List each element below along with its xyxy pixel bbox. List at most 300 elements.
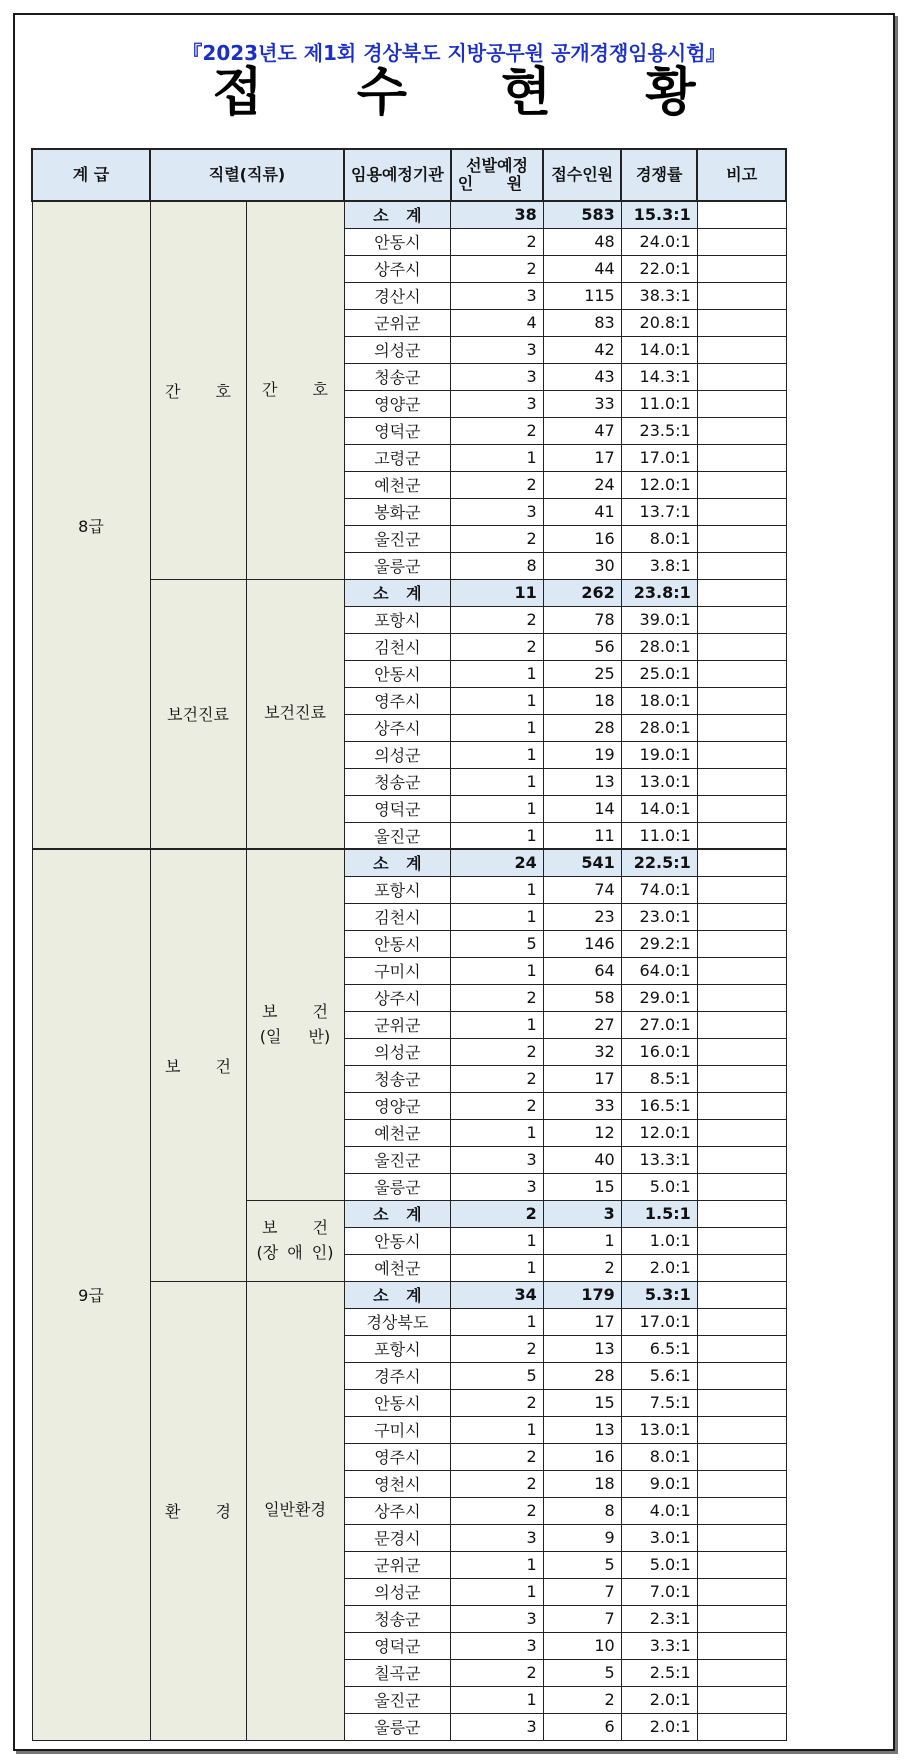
agency-cell: 고령군 <box>344 444 451 471</box>
quota-cell: 2 <box>451 471 543 498</box>
applicants-cell: 541 <box>543 849 621 876</box>
applicants-cell: 2 <box>543 1254 621 1281</box>
quota-cell: 1 <box>451 1416 543 1443</box>
ratio-cell: 12.0:1 <box>621 1119 697 1146</box>
remarks-cell <box>697 660 786 687</box>
quota-cell: 3 <box>451 1713 543 1740</box>
ratio-cell: 24.0:1 <box>621 228 697 255</box>
ratio-cell: 16.0:1 <box>621 1038 697 1065</box>
quota-cell: 2 <box>451 606 543 633</box>
quota-cell: 5 <box>451 1362 543 1389</box>
ratio-cell: 5.0:1 <box>621 1551 697 1578</box>
quota-cell: 3 <box>451 1605 543 1632</box>
remarks-cell <box>697 876 786 903</box>
agency-cell: 상주시 <box>344 255 451 282</box>
quota-cell: 3 <box>451 282 543 309</box>
applicants-cell: 16 <box>543 1443 621 1470</box>
quota-cell: 1 <box>451 1551 543 1578</box>
applicants-cell: 23 <box>543 903 621 930</box>
applicants-cell: 64 <box>543 957 621 984</box>
quota-cell: 1 <box>451 768 543 795</box>
applicants-cell: 58 <box>543 984 621 1011</box>
agency-cell: 군위군 <box>344 1551 451 1578</box>
header-remarks: 비고 <box>697 149 786 201</box>
agency-cell: 구미시 <box>344 957 451 984</box>
agency-cell: 소 계 <box>344 201 451 228</box>
applicants-cell: 18 <box>543 687 621 714</box>
applicants-cell: 32 <box>543 1038 621 1065</box>
agency-cell: 경주시 <box>344 1362 451 1389</box>
remarks-cell <box>697 1470 786 1497</box>
remarks-cell <box>697 228 786 255</box>
quota-cell: 2 <box>451 1200 543 1227</box>
agency-cell: 칠곡군 <box>344 1659 451 1686</box>
remarks-cell <box>697 1362 786 1389</box>
ratio-cell: 9.0:1 <box>621 1470 697 1497</box>
remarks-cell <box>697 471 786 498</box>
ratio-cell: 11.0:1 <box>621 390 697 417</box>
quota-cell: 2 <box>451 1389 543 1416</box>
applicants-cell: 48 <box>543 228 621 255</box>
remarks-cell <box>697 930 786 957</box>
quota-cell: 3 <box>451 1173 543 1200</box>
applicants-cell: 30 <box>543 552 621 579</box>
agency-cell: 울릉군 <box>344 1173 451 1200</box>
remarks-cell <box>697 309 786 336</box>
quota-cell: 1 <box>451 822 543 849</box>
ratio-cell: 23.0:1 <box>621 903 697 930</box>
remarks-cell <box>697 1524 786 1551</box>
agency-cell: 예천군 <box>344 1119 451 1146</box>
agency-cell: 소 계 <box>344 1281 451 1308</box>
ratio-cell: 28.0:1 <box>621 714 697 741</box>
ratio-cell: 17.0:1 <box>621 1308 697 1335</box>
header-quota <box>451 149 543 201</box>
quota-cell: 2 <box>451 633 543 660</box>
quota-cell: 5 <box>451 930 543 957</box>
remarks-cell <box>697 1092 786 1119</box>
agency-cell: 군위군 <box>344 1011 451 1038</box>
applicants-cell: 24 <box>543 471 621 498</box>
applicants-cell: 9 <box>543 1524 621 1551</box>
ratio-cell: 5.0:1 <box>621 1173 697 1200</box>
table-body <box>32 201 786 1740</box>
applicants-cell: 6 <box>543 1713 621 1740</box>
applicants-cell: 13 <box>543 1335 621 1362</box>
quota-cell: 1 <box>451 714 543 741</box>
ratio-cell: 14.3:1 <box>621 363 697 390</box>
application-status-table <box>31 148 787 1741</box>
agency-cell: 의성군 <box>344 336 451 363</box>
applicants-cell: 74 <box>543 876 621 903</box>
ratio-cell: 15.3:1 <box>621 201 697 228</box>
applicants-cell: 41 <box>543 498 621 525</box>
applicants-cell: 15 <box>543 1173 621 1200</box>
subseries-label: 일반환경 <box>264 1500 326 1520</box>
applicants-cell: 10 <box>543 1632 621 1659</box>
applicants-cell: 40 <box>543 1146 621 1173</box>
ratio-cell: 13.0:1 <box>621 1416 697 1443</box>
remarks-cell <box>697 903 786 930</box>
agency-cell: 상주시 <box>344 1497 451 1524</box>
quota-cell: 3 <box>451 498 543 525</box>
agency-cell: 의성군 <box>344 1038 451 1065</box>
agency-cell: 봉화군 <box>344 498 451 525</box>
agency-cell: 소 계 <box>344 849 451 876</box>
applicants-cell: 11 <box>543 822 621 849</box>
agency-cell: 울릉군 <box>344 552 451 579</box>
agency-cell: 경산시 <box>344 282 451 309</box>
quota-cell: 1 <box>451 1686 543 1713</box>
applicants-cell: 43 <box>543 363 621 390</box>
subseries-cell <box>246 579 344 849</box>
quota-cell: 1 <box>451 795 543 822</box>
ratio-cell: 16.5:1 <box>621 1092 697 1119</box>
quota-cell: 1 <box>451 660 543 687</box>
quota-cell: 2 <box>451 1038 543 1065</box>
ratio-cell: 64.0:1 <box>621 957 697 984</box>
quota-cell: 34 <box>451 1281 543 1308</box>
agency-cell: 의성군 <box>344 1578 451 1605</box>
ratio-cell: 7.5:1 <box>621 1389 697 1416</box>
applicants-cell: 7 <box>543 1605 621 1632</box>
remarks-cell <box>697 795 786 822</box>
remarks-cell <box>697 1308 786 1335</box>
quota-cell: 8 <box>451 552 543 579</box>
agency-cell: 안동시 <box>344 228 451 255</box>
ratio-cell: 7.0:1 <box>621 1578 697 1605</box>
applicants-cell: 56 <box>543 633 621 660</box>
quota-cell: 1 <box>451 1308 543 1335</box>
remarks-cell <box>697 1389 786 1416</box>
agency-cell: 영양군 <box>344 390 451 417</box>
applicants-cell: 78 <box>543 606 621 633</box>
quota-cell: 2 <box>451 1659 543 1686</box>
remarks-cell <box>697 255 786 282</box>
agency-cell: 청송군 <box>344 1605 451 1632</box>
applicants-cell: 262 <box>543 579 621 606</box>
ratio-cell: 3.8:1 <box>621 552 697 579</box>
applicants-cell: 179 <box>543 1281 621 1308</box>
applicants-cell: 12 <box>543 1119 621 1146</box>
ratio-cell: 13.0:1 <box>621 768 697 795</box>
remarks-cell <box>697 1200 786 1227</box>
applicants-cell: 2 <box>543 1686 621 1713</box>
ratio-cell: 23.8:1 <box>621 579 697 606</box>
header-quota-line2: 인 원 <box>457 174 537 193</box>
subtotal-row <box>32 201 786 228</box>
ratio-cell: 2.0:1 <box>621 1686 697 1713</box>
ratio-cell: 14.0:1 <box>621 336 697 363</box>
page-title: 접 수 현 황 <box>212 63 734 123</box>
agency-cell: 울진군 <box>344 1146 451 1173</box>
remarks-cell <box>697 714 786 741</box>
applicants-cell: 33 <box>543 390 621 417</box>
exam-subtitle: 『2023년도 제1회 경상북도 지방공무원 공개경쟁임용시험』 <box>182 41 726 65</box>
remarks-cell <box>697 957 786 984</box>
agency-cell: 영양군 <box>344 1092 451 1119</box>
agency-cell: 문경시 <box>344 1524 451 1551</box>
applicants-cell: 13 <box>543 768 621 795</box>
applicants-cell: 42 <box>543 336 621 363</box>
quota-cell: 2 <box>451 1470 543 1497</box>
applicants-cell: 5 <box>543 1659 621 1686</box>
agency-cell: 울진군 <box>344 525 451 552</box>
quota-cell: 1 <box>451 444 543 471</box>
applicants-cell: 5 <box>543 1551 621 1578</box>
ratio-cell: 1.5:1 <box>621 1200 697 1227</box>
agency-cell: 김천시 <box>344 903 451 930</box>
quota-cell: 3 <box>451 1632 543 1659</box>
remarks-cell <box>697 1659 786 1686</box>
remarks-cell <box>697 363 786 390</box>
subseries-cell <box>246 1200 344 1281</box>
remarks-cell <box>697 1443 786 1470</box>
agency-cell: 영덕군 <box>344 1632 451 1659</box>
applicants-cell: 17 <box>543 1065 621 1092</box>
remarks-cell <box>697 1254 786 1281</box>
subseries-label-sub: (장 애 인) <box>256 1242 334 1262</box>
remarks-cell <box>697 741 786 768</box>
applicants-cell: 13 <box>543 1416 621 1443</box>
ratio-cell: 18.0:1 <box>621 687 697 714</box>
quota-cell: 11 <box>451 579 543 606</box>
ratio-cell: 74.0:1 <box>621 876 697 903</box>
table-header-row <box>32 149 786 201</box>
applicants-cell: 18 <box>543 1470 621 1497</box>
remarks-cell <box>697 498 786 525</box>
quota-cell: 3 <box>451 336 543 363</box>
ratio-cell: 2.5:1 <box>621 1659 697 1686</box>
quota-cell: 1 <box>451 1254 543 1281</box>
applicants-cell: 115 <box>543 282 621 309</box>
agency-cell: 안동시 <box>344 930 451 957</box>
agency-cell: 청송군 <box>344 363 451 390</box>
subtotal-row <box>32 849 786 876</box>
ratio-cell: 8.0:1 <box>621 525 697 552</box>
remarks-cell <box>697 1065 786 1092</box>
quota-cell: 1 <box>451 741 543 768</box>
ratio-cell: 5.6:1 <box>621 1362 697 1389</box>
grade-cell: 9급 <box>32 849 150 1740</box>
remarks-cell <box>697 282 786 309</box>
applicants-cell: 8 <box>543 1497 621 1524</box>
series-cell: 간 호 <box>150 201 246 579</box>
applicants-cell: 25 <box>543 660 621 687</box>
remarks-cell <box>697 1713 786 1740</box>
ratio-cell: 20.8:1 <box>621 309 697 336</box>
ratio-cell: 2.0:1 <box>621 1713 697 1740</box>
agency-cell: 청송군 <box>344 1065 451 1092</box>
remarks-cell <box>697 606 786 633</box>
remarks-cell <box>697 687 786 714</box>
header-grade: 계 급 <box>32 149 150 201</box>
agency-cell: 영주시 <box>344 687 451 714</box>
ratio-cell: 4.0:1 <box>621 1497 697 1524</box>
header-applicants: 접수인원 <box>543 149 621 201</box>
remarks-cell <box>697 984 786 1011</box>
remarks-cell <box>697 768 786 795</box>
remarks-cell <box>697 1578 786 1605</box>
quota-cell: 2 <box>451 1335 543 1362</box>
quota-cell: 24 <box>451 849 543 876</box>
applicants-cell: 16 <box>543 525 621 552</box>
agency-cell: 영주시 <box>344 1443 451 1470</box>
ratio-cell: 14.0:1 <box>621 795 697 822</box>
quota-cell: 2 <box>451 255 543 282</box>
agency-cell: 영덕군 <box>344 795 451 822</box>
ratio-cell: 25.0:1 <box>621 660 697 687</box>
ratio-cell: 12.0:1 <box>621 471 697 498</box>
remarks-cell <box>697 444 786 471</box>
remarks-cell <box>697 1497 786 1524</box>
subseries-label: 보건진료 <box>264 703 326 723</box>
agency-cell: 영천시 <box>344 1470 451 1497</box>
ratio-cell: 13.3:1 <box>621 1146 697 1173</box>
subseries-label: 보 건 <box>262 1001 328 1021</box>
quota-cell: 3 <box>451 390 543 417</box>
agency-cell: 울진군 <box>344 822 451 849</box>
applicants-cell: 17 <box>543 444 621 471</box>
ratio-cell: 29.2:1 <box>621 930 697 957</box>
remarks-cell <box>697 417 786 444</box>
agency-cell: 예천군 <box>344 1254 451 1281</box>
header-ratio: 경쟁률 <box>621 149 697 201</box>
series-cell: 보 건 <box>150 849 246 1281</box>
ratio-cell: 22.0:1 <box>621 255 697 282</box>
quota-cell: 3 <box>451 1146 543 1173</box>
applicants-cell: 15 <box>543 1389 621 1416</box>
remarks-cell <box>697 849 786 876</box>
subseries-cell <box>246 201 344 579</box>
quota-cell: 2 <box>451 228 543 255</box>
remarks-cell <box>697 1011 786 1038</box>
subseries-label: 보 건 <box>262 1217 328 1237</box>
agency-cell: 영덕군 <box>344 417 451 444</box>
series-cell: 환 경 <box>150 1281 246 1740</box>
remarks-cell <box>697 1605 786 1632</box>
ratio-cell: 17.0:1 <box>621 444 697 471</box>
agency-cell: 포항시 <box>344 1335 451 1362</box>
remarks-cell <box>697 336 786 363</box>
remarks-cell <box>697 201 786 228</box>
agency-cell: 안동시 <box>344 1227 451 1254</box>
applicants-cell: 14 <box>543 795 621 822</box>
remarks-cell <box>697 1227 786 1254</box>
ratio-cell: 8.5:1 <box>621 1065 697 1092</box>
quota-cell: 1 <box>451 687 543 714</box>
agency-cell: 포항시 <box>344 606 451 633</box>
quota-cell: 2 <box>451 1065 543 1092</box>
applicants-cell: 583 <box>543 201 621 228</box>
series-cell: 보건진료 <box>150 579 246 849</box>
agency-cell: 안동시 <box>344 660 451 687</box>
agency-cell: 경상북도 <box>344 1308 451 1335</box>
remarks-cell <box>697 579 786 606</box>
agency-cell: 울릉군 <box>344 1713 451 1740</box>
ratio-cell: 39.0:1 <box>621 606 697 633</box>
agency-cell: 구미시 <box>344 1416 451 1443</box>
subseries-label: 간 호 <box>262 379 328 399</box>
ratio-cell: 27.0:1 <box>621 1011 697 1038</box>
ratio-cell: 1.0:1 <box>621 1227 697 1254</box>
agency-cell: 의성군 <box>344 741 451 768</box>
remarks-cell <box>697 1281 786 1308</box>
remarks-cell <box>697 1416 786 1443</box>
agency-cell: 소 계 <box>344 579 451 606</box>
ratio-cell: 3.3:1 <box>621 1632 697 1659</box>
applicants-cell: 19 <box>543 741 621 768</box>
quota-cell: 1 <box>451 1227 543 1254</box>
applicants-cell: 3 <box>543 1200 621 1227</box>
agency-cell: 상주시 <box>344 984 451 1011</box>
agency-cell: 안동시 <box>344 1389 451 1416</box>
quota-cell: 1 <box>451 1578 543 1605</box>
remarks-cell <box>697 525 786 552</box>
ratio-cell: 8.0:1 <box>621 1443 697 1470</box>
ratio-cell: 38.3:1 <box>621 282 697 309</box>
remarks-cell <box>697 822 786 849</box>
quota-cell: 2 <box>451 525 543 552</box>
grade-cell: 8급 <box>32 201 150 849</box>
ratio-cell: 2.3:1 <box>621 1605 697 1632</box>
agency-cell: 김천시 <box>344 633 451 660</box>
applicants-cell: 27 <box>543 1011 621 1038</box>
applicants-cell: 47 <box>543 417 621 444</box>
quota-cell: 1 <box>451 903 543 930</box>
quota-cell: 1 <box>451 957 543 984</box>
quota-cell: 1 <box>451 1011 543 1038</box>
applicants-cell: 33 <box>543 1092 621 1119</box>
agency-cell: 군위군 <box>344 309 451 336</box>
ratio-cell: 11.0:1 <box>621 822 697 849</box>
applicants-cell: 17 <box>543 1308 621 1335</box>
remarks-cell <box>697 1119 786 1146</box>
remarks-cell <box>697 1686 786 1713</box>
agency-cell: 소 계 <box>344 1200 451 1227</box>
remarks-cell <box>697 552 786 579</box>
quota-cell: 1 <box>451 1119 543 1146</box>
agency-cell: 예천군 <box>344 471 451 498</box>
ratio-cell: 29.0:1 <box>621 984 697 1011</box>
remarks-cell <box>697 1146 786 1173</box>
remarks-cell <box>697 1173 786 1200</box>
agency-cell: 울진군 <box>344 1686 451 1713</box>
remarks-cell <box>697 633 786 660</box>
quota-cell: 38 <box>451 201 543 228</box>
quota-cell: 1 <box>451 876 543 903</box>
agency-cell: 청송군 <box>344 768 451 795</box>
applicants-cell: 1 <box>543 1227 621 1254</box>
quota-cell: 4 <box>451 309 543 336</box>
applicants-cell: 146 <box>543 930 621 957</box>
ratio-cell: 3.0:1 <box>621 1524 697 1551</box>
remarks-cell <box>697 1632 786 1659</box>
header-series: 직렬(직류) <box>150 149 344 201</box>
ratio-cell: 23.5:1 <box>621 417 697 444</box>
header-agency: 임용예정기관 <box>344 149 451 201</box>
applicants-cell: 7 <box>543 1578 621 1605</box>
ratio-cell: 19.0:1 <box>621 741 697 768</box>
ratio-cell: 13.7:1 <box>621 498 697 525</box>
quota-cell: 3 <box>451 1524 543 1551</box>
quota-cell: 2 <box>451 1092 543 1119</box>
ratio-cell: 2.0:1 <box>621 1254 697 1281</box>
subseries-label-sub: (일 반) <box>259 1026 331 1046</box>
applicants-cell: 44 <box>543 255 621 282</box>
remarks-cell <box>697 1335 786 1362</box>
document-frame <box>13 13 895 1751</box>
